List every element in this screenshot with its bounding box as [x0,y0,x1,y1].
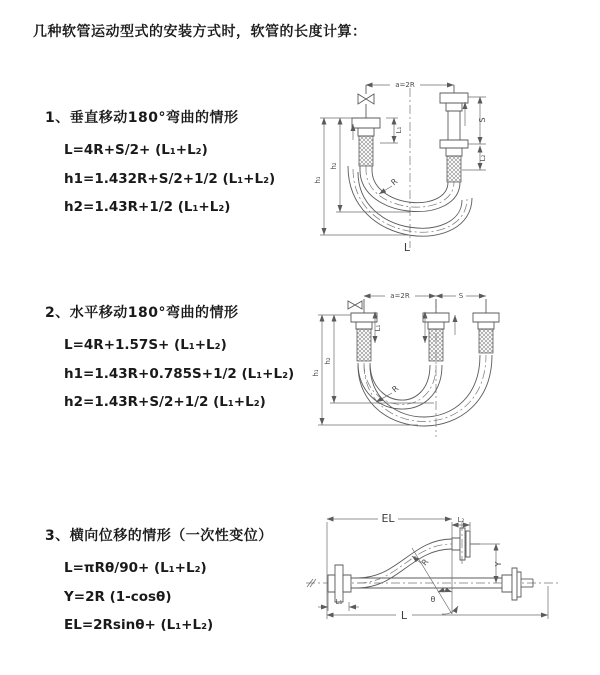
dim-label-h2: h₂ [324,357,332,365]
dim-label-span: a=2R [395,81,415,89]
dim-label-span: a=2R [390,292,410,300]
formula-l: L=πRθ/90+ (L₁+L₂) [64,560,207,576]
dim-label-l1: L₁ [395,126,403,134]
section-1-heading: 1、垂直移动180°弯曲的情形 [45,110,239,126]
diagram-vertical-180-bend [306,66,588,258]
dim-label-y: Y [494,561,503,567]
dim-span [366,79,454,89]
formula-h2: h2=1.43R+S/2+1/2 (L₁+L₂) [64,394,266,410]
middle-flange [423,299,449,361]
dim-l2 [479,146,487,170]
valve-icon [358,85,374,118]
dim-label-s: S [478,117,487,123]
angle-theta [412,548,458,614]
diagram-2-svg [306,285,594,457]
right-braid-section [447,156,461,182]
diagram-lateral-displacement [300,502,600,650]
right-flange-lower [440,140,468,156]
dim-l1 [374,312,382,343]
formula-l: L=4R+1.57S+ (L₁+L₂) [64,337,227,353]
right-flange [473,299,499,353]
formula-y: Y=2R (1-cosθ) [64,588,172,605]
dim-label-s: S [458,292,464,300]
formula-h1: h1=1.432R+S/2+1/2 (L₁+L₂) [64,170,276,187]
dim-s [436,290,486,300]
section-2 [45,302,294,417]
length-label: L [403,241,411,254]
formula-h2: h2=1.43R+1/2 (L₁+L₂) [64,199,231,215]
left-flange [352,118,380,136]
dim-label-l1: L₁ [335,598,343,606]
radius-label: R [390,383,401,395]
right-flange-upper [440,85,468,140]
page-title: 几种软管运动型式的安装方式时，软管的长度计算： [33,24,367,40]
section-3-heading: 3、横向位移的情形（一次性变位） [45,528,273,544]
dim-span [364,290,436,300]
formula-h1: h1=1.43R+0.785S+1/2 (L₁+L₂) [64,365,295,382]
radius-label: R [389,176,400,188]
dim-label-l2: L₂ [457,516,465,524]
diagram-horizontal-180-bend [306,285,594,457]
diagram-1-svg [306,66,588,258]
dim-label-l1: L₁ [374,324,382,332]
dim-label-l: L [400,609,408,622]
theta-label: θ [430,595,436,604]
left-flange [328,565,351,602]
radius-label: R [419,557,431,568]
dim-label-l2: L₂ [479,154,487,162]
dim-label-h1: h₁ [314,176,322,184]
diagram-3-svg [300,502,600,650]
hose-position-2 [358,355,492,426]
formula-l: L=4R+S/2+ (L₁+L₂) [64,142,208,158]
formula-el: EL=2Rsinθ+ (L₁+L₂) [64,617,214,633]
section-2-heading: 2、水平移动180°弯曲的情形 [45,305,239,321]
section-3 [45,525,273,640]
left-braid-section [359,136,373,166]
dim-l1 [380,118,403,143]
dim-label-h1: h₁ [312,369,320,377]
dim-label-el: EL [381,512,395,525]
section-1 [45,107,275,222]
valve-icon [348,301,362,309]
hose-position-1 [360,166,460,212]
dim-y [470,544,503,583]
dim-label-h2: h₂ [330,162,338,170]
